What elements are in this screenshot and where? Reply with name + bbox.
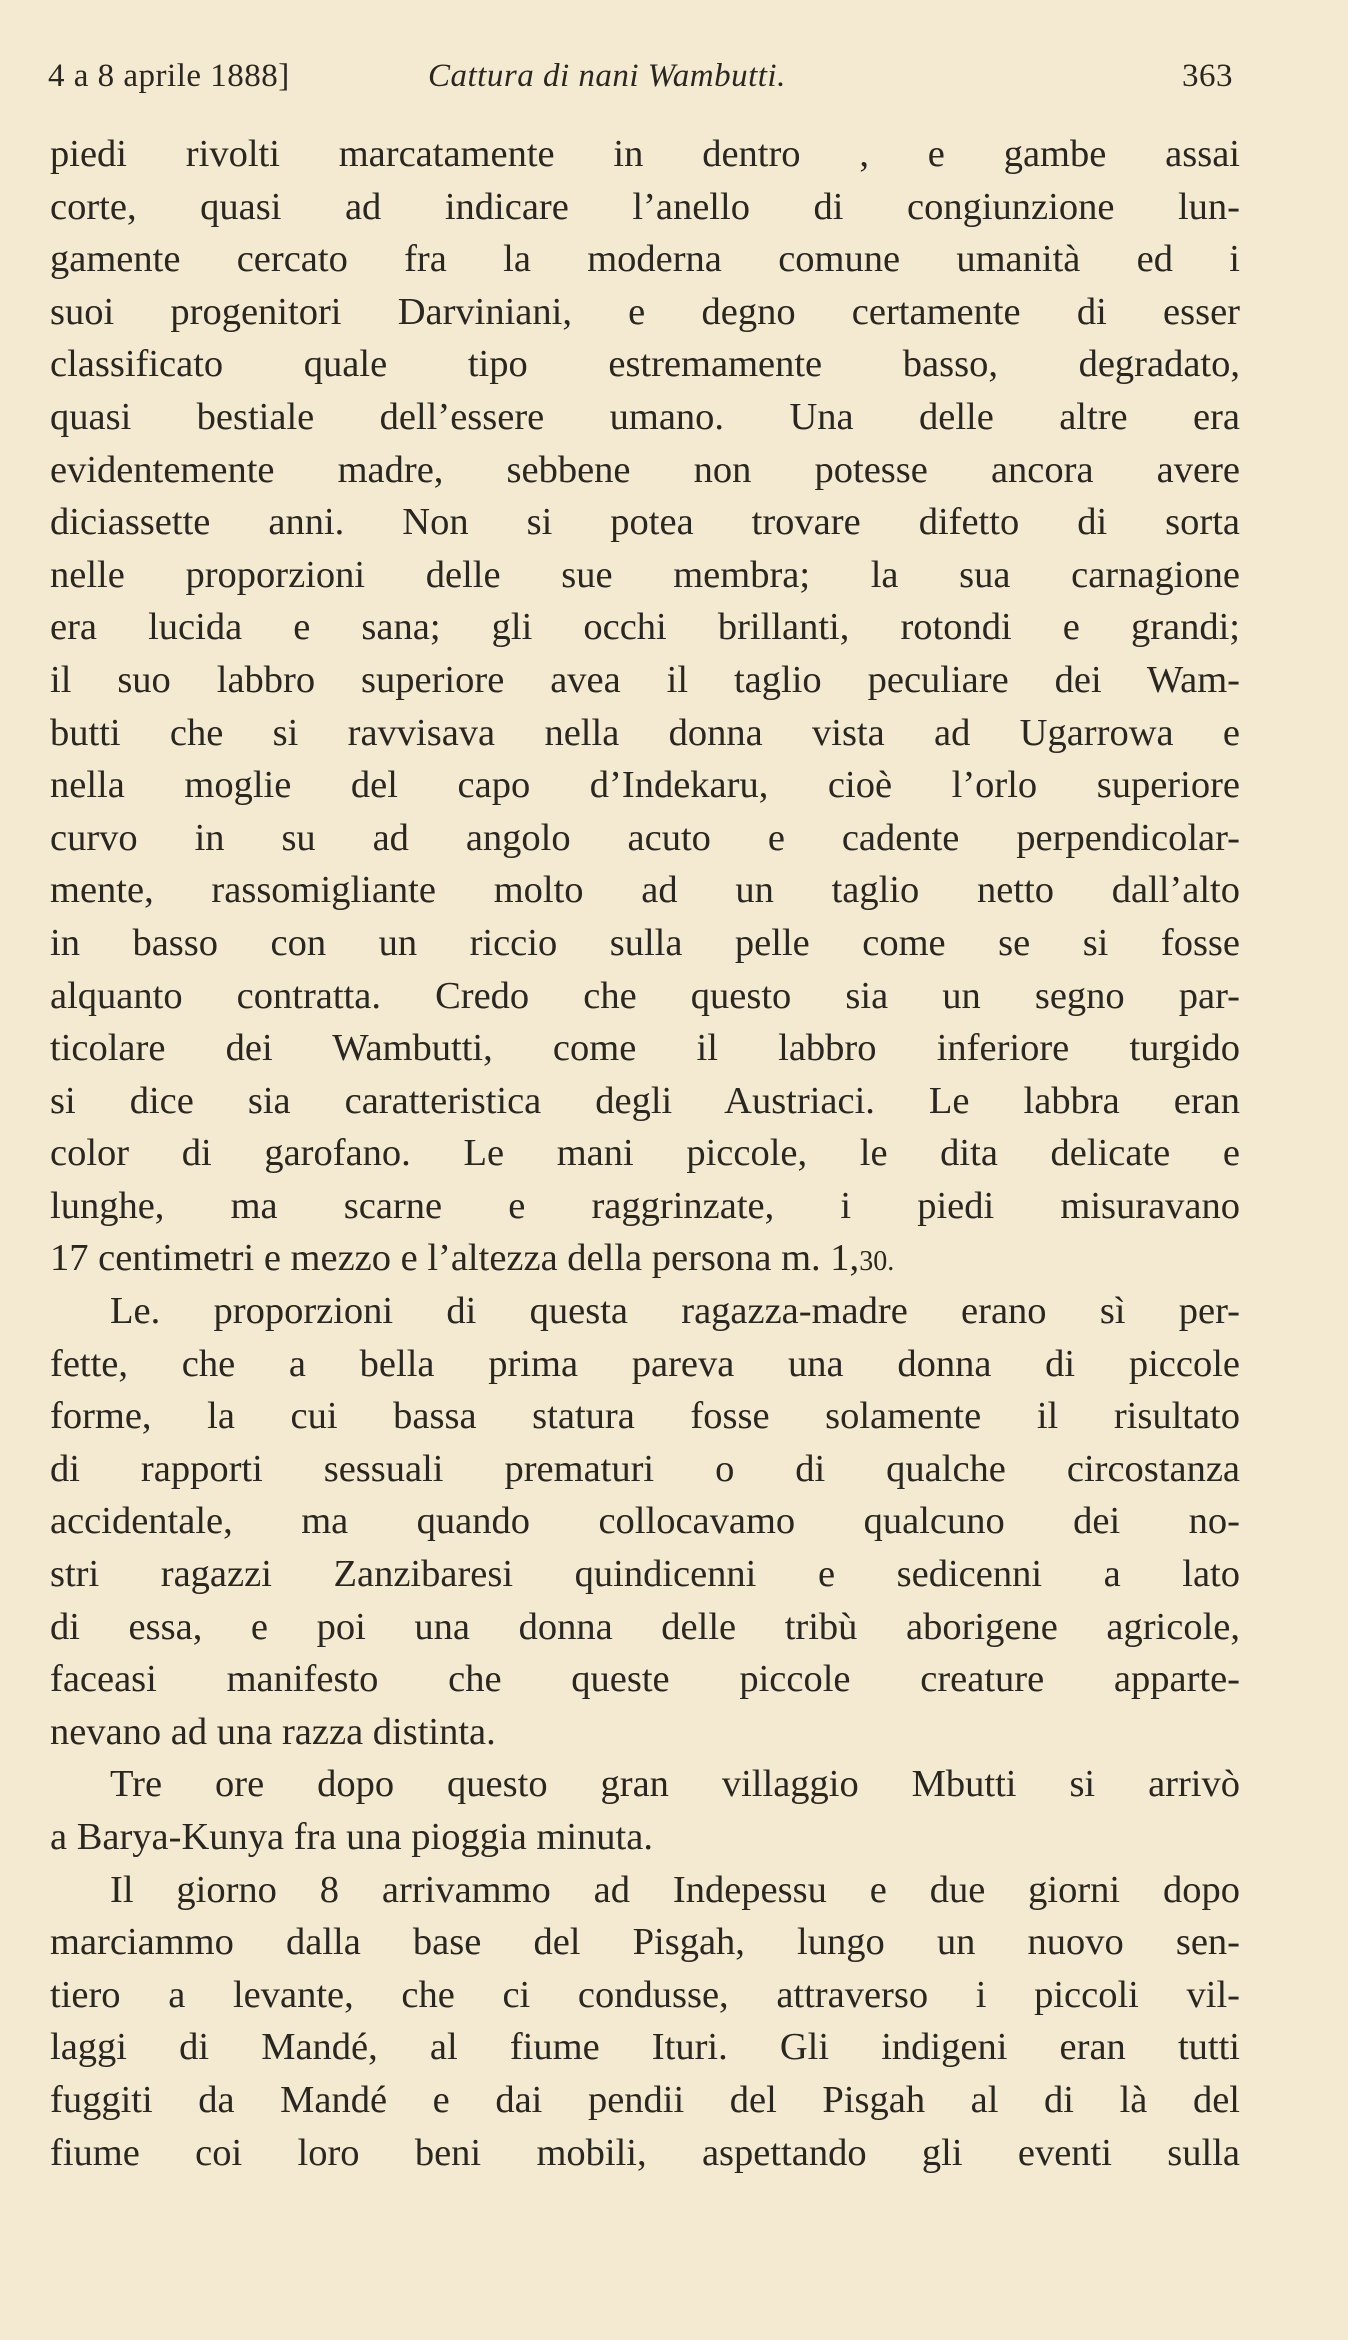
text-line: classificato quale tipo estremamente basso, degradato, bbox=[50, 343, 1240, 386]
running-head bbox=[48, 58, 1233, 118]
header-chapter-title: Cattura di nani Wambutti. bbox=[428, 58, 786, 94]
text-line: fiume coi loro beni mobili, aspettando gli eventi sulla bbox=[50, 2131, 1240, 2174]
text-line: mente, rassomigliante molto ad un taglio netto dall’alto bbox=[50, 869, 1240, 912]
text-line: di essa, e poi una donna delle tribù aborigene agricole, bbox=[50, 1605, 1240, 1648]
text-line: Le. proporzioni di questa ragazza-madre erano sì per- bbox=[110, 1290, 1240, 1333]
height-decimal: 30. bbox=[859, 1246, 895, 1278]
text-line-paragraph-end bbox=[50, 1232, 1240, 1285]
text-line: alquanto contratta. Credo che questo sia un segno par- bbox=[50, 974, 1240, 1017]
text-line: quasi bestiale dell’essere umano. Una delle altre era bbox=[50, 395, 1240, 438]
text-line: tiero a levante, che ci condusse, attraverso i piccoli vil- bbox=[50, 1973, 1240, 2016]
text-line: lunghe, ma scarne e raggrinzate, i piedi misuravano bbox=[50, 1184, 1240, 1227]
text-line: fuggiti da Mandé e dai pendii del Pisgah al di là del bbox=[50, 2078, 1240, 2121]
text-line: laggi di Mandé, al fiume Ituri. Gli indigeni eran tutti bbox=[50, 2026, 1240, 2069]
text-line: suoi progenitori Darviniani, e degno certamente di esser bbox=[50, 290, 1240, 333]
text-line-paragraph-end: nevano ad una razza distinta. bbox=[50, 1710, 496, 1753]
text-line: stri ragazzi Zanzibaresi quindicenni e sedicenni a lato bbox=[50, 1553, 1240, 1596]
text-line: forme, la cui bassa statura fosse solamente il risultato bbox=[50, 1395, 1240, 1438]
page-number: 363 bbox=[1182, 58, 1233, 94]
text-line: piedi rivolti marcatamente in dentro , e gambe assai bbox=[50, 133, 1240, 175]
text-line: di rapporti sessuali prematuri o di qualche circostanza bbox=[50, 1447, 1240, 1490]
text-line: fette, che a bella prima pareva una donna di piccole bbox=[50, 1342, 1240, 1385]
text-line: in basso con un riccio sulla pelle come se si fosse bbox=[50, 921, 1240, 964]
text-line: curvo in su ad angolo acuto e cadente perpendicolar- bbox=[50, 816, 1240, 859]
text-line: Il giorno 8 arrivammo ad Indepessu e due giorni dopo bbox=[110, 1868, 1240, 1911]
text-line: evidentemente madre, sebbene non potesse ancora avere bbox=[50, 448, 1240, 491]
text-line: era lucida e sana; gli occhi brillanti, rotondi e grandi; bbox=[50, 606, 1240, 649]
text-line: faceasi manifesto che queste piccole creature apparte- bbox=[50, 1658, 1240, 1701]
text-line: nella moglie del capo d’Indekaru, cioè l’orlo superiore bbox=[50, 764, 1240, 807]
text-line: color di garofano. Le mani piccole, le dita delicate e bbox=[50, 1132, 1240, 1175]
text-line: butti che si ravvisava nella donna vista ad Ugarrowa e bbox=[50, 711, 1240, 754]
text-line: Tre ore dopo questo gran villaggio Mbutti si arrivò bbox=[110, 1763, 1240, 1806]
text-line: il suo labbro superiore avea il taglio peculiare dei Wam- bbox=[50, 658, 1240, 701]
text-line: accidentale, ma quando collocavamo qualcuno dei no- bbox=[50, 1500, 1240, 1543]
header-date-range: 4 a 8 aprile 1888] bbox=[48, 58, 290, 94]
body-text bbox=[50, 128, 1240, 2179]
text-line: diciassette anni. Non si potea trovare difetto di sorta bbox=[50, 501, 1240, 544]
text-line: gamente cercato fra la moderna comune umanità ed i bbox=[50, 238, 1240, 281]
text-line: marciammo dalla base del Pisgah, lungo un nuovo sen- bbox=[50, 1921, 1240, 1964]
text-line: ticolare dei Wambutti, come il labbro inferiore turgido bbox=[50, 1027, 1240, 1070]
text-line: si dice sia caratteristica degli Austriaci. Le labbra eran bbox=[50, 1079, 1240, 1122]
text-line-paragraph-end: a Barya-Kunya fra una pioggia minuta. bbox=[50, 1816, 653, 1858]
text-line: nelle proporzioni delle sue membra; la sua carnagione bbox=[50, 553, 1240, 596]
text-line: corte, quasi ad indicare l’anello di congiunzione lun- bbox=[50, 185, 1240, 228]
text-line-main: 17 centimetri e mezzo e l’altezza della persona m. 1, bbox=[50, 1237, 860, 1280]
